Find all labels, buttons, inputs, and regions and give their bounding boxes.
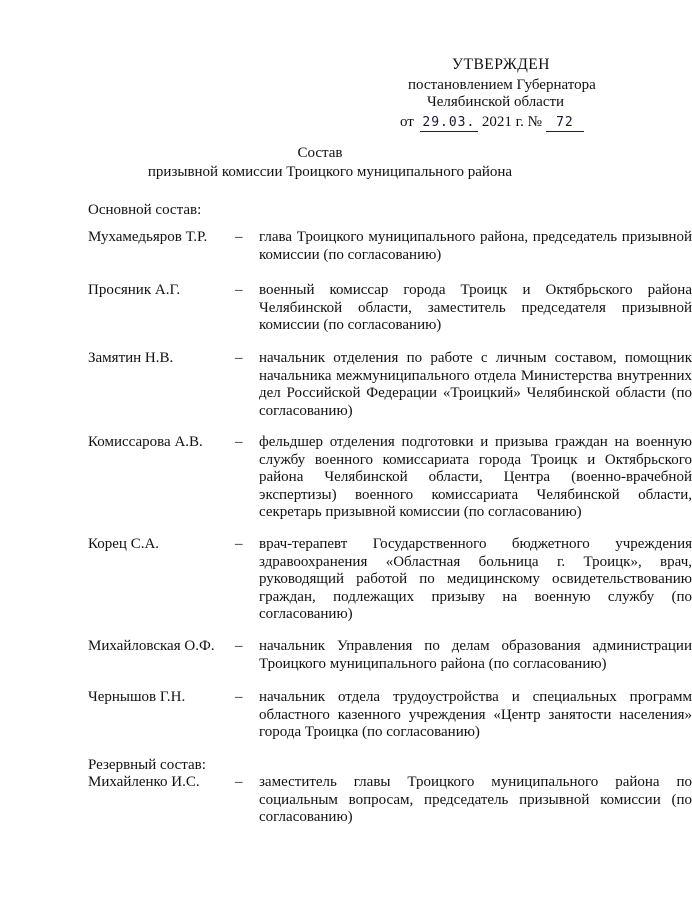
member-role: начальник отделения по работе с личным составом, помощник начальника межмуниципального отдела Министерства внутренних дел Российской Федерации «Троицкий» Челябинской области (по согласованию)	[259, 350, 692, 419]
approval-date-line	[400, 114, 620, 133]
member-dash: –	[235, 434, 243, 450]
handwritten-number: 72	[546, 114, 584, 133]
member-name: Михайловская О.Ф.	[88, 638, 215, 654]
approval-decree-line: постановлением Губернатора	[408, 76, 596, 93]
main-composition-label: Основной состав:	[88, 202, 202, 218]
member-name: Замятин Н.В.	[88, 350, 174, 366]
document-heading	[0, 145, 640, 181]
member-dash: –	[235, 536, 243, 552]
handwritten-date: 29.03.	[420, 114, 478, 133]
member-name: Комиссарова А.В.	[88, 434, 203, 450]
approval-block	[400, 56, 620, 132]
heading-subtitle: призывной комиссии Троицкого муниципального района	[147, 163, 513, 180]
heading-title: Состав	[297, 145, 343, 161]
member-role: военный комиссар города Троицк и Октябрьского района Челябинской области, заместитель председателя призывной комиссии (по согласованию)	[259, 282, 692, 333]
reserve-composition-label: Резервный состав:	[88, 757, 206, 773]
member-role: начальник отдела трудоустройства и специальных программ областного казенного учреждения «Центр занятости населения» города Троицка (по согласованию)	[259, 689, 692, 740]
member-role: врач-терапевт Государственного бюджетного учреждения здравоохранения «Областная больница г. Троицк», врач, руководящий работой по медицинскому освидетельствованию граждан, подлежащих призыву на военную службу (по согласованию)	[259, 536, 692, 622]
member-name: Мухамедьяров Т.Р.	[88, 229, 208, 245]
from-label: от	[400, 113, 414, 130]
member-name: Чернышов Г.Н.	[88, 689, 186, 705]
member-dash: –	[235, 350, 243, 366]
member-name: Корец С.А.	[88, 536, 160, 552]
member-dash: –	[235, 229, 243, 245]
member-role: фельдшер отделения подготовки и призыва граждан на военную службу военного комиссариата города Троицк и Октябрьского района Челябинской области, Центра (военно-врачебной экспертизы) военного комиссариата Челябинской области, секретарь призывной комиссии (по согласованию)	[259, 434, 692, 520]
member-name: Михайленко И.С.	[88, 774, 200, 790]
member-role: начальник Управления по делам образования администрации Троицкого муниципального района (по согласованию)	[259, 638, 692, 672]
member-dash: –	[235, 774, 243, 790]
member-role: глава Троицкого муниципального района, председатель призывной комиссии (по согласованию)	[259, 229, 692, 263]
member-dash: –	[235, 282, 243, 298]
year-number-label: 2021 г. №	[481, 113, 542, 130]
member-dash: –	[235, 689, 243, 705]
member-name: Просяник А.Г.	[88, 282, 181, 298]
approval-title: УТВЕРЖДЕН	[452, 56, 550, 73]
approval-region-line: Челябинской области	[427, 94, 565, 110]
member-role: заместитель главы Троицкого муниципального района по социальным вопросам, председатель призывной комиссии (по согласованию)	[259, 774, 692, 825]
member-dash: –	[235, 638, 243, 654]
